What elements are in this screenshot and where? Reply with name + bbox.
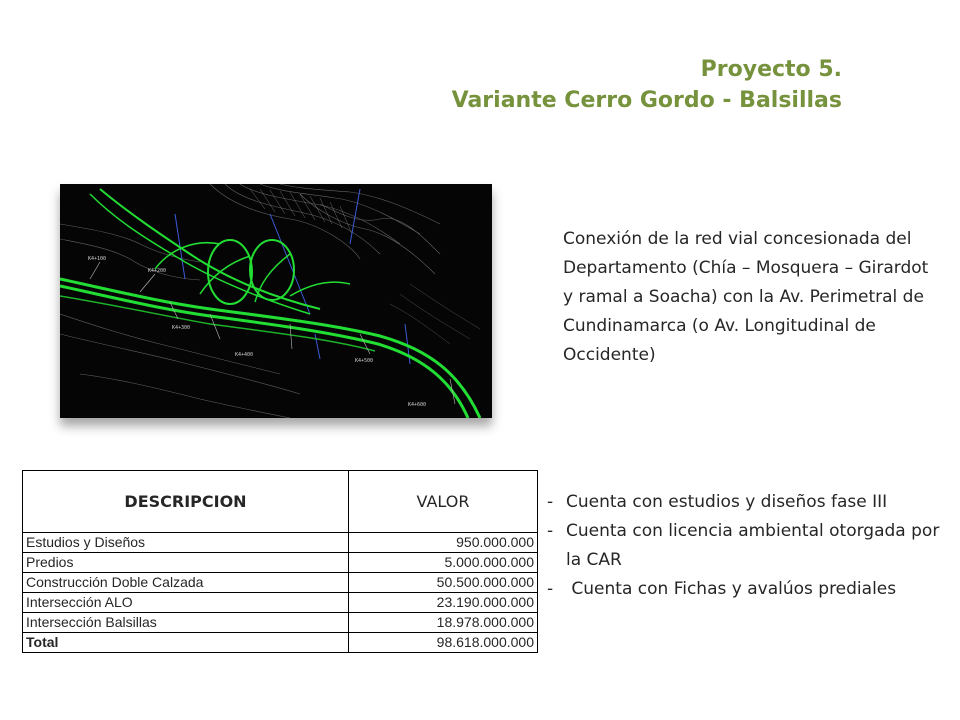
list-item-text: Cuenta con Fichas y avalúos prediales [566,579,897,599]
total-value: 98.618.000.000 [349,633,538,653]
station-label: K4+400 [235,352,254,358]
column-header-description: DESCRIPCION [23,471,349,533]
row-value: 50.500.000.000 [349,573,538,593]
station-label: K4+200 [148,268,167,274]
station-label: K4+100 [88,256,107,262]
table-header-row [23,471,538,533]
title-line-2: Variante Cerro Gordo - Balsillas [451,88,842,113]
cad-drawing-svg [60,184,492,418]
list-item-text: Cuenta con estudios y diseños fase III [566,492,888,512]
right-slope [390,284,480,344]
table-row [23,593,538,613]
title-line-1: Proyecto 5. [700,57,842,82]
row-value: 18.978.000.000 [349,613,538,633]
list-item-text: Cuenta con licencia ambiental otorgada por la CAR [566,521,940,570]
list-item [547,488,947,517]
row-description: Construcción Doble Calzada [23,573,349,593]
row-description: Intersección ALO [23,593,349,613]
slope-hatching [250,189,352,234]
list-item [547,517,947,575]
table-row [23,613,538,633]
row-value: 5.000.000.000 [349,553,538,573]
row-value: 23.190.000.000 [349,593,538,613]
road-alignment [60,189,480,418]
table-row [23,533,538,553]
station-label: K4+300 [172,325,191,331]
total-label: Total [23,633,349,653]
cost-table [22,470,538,653]
table-row [23,553,538,573]
status-bullet-list [547,488,947,604]
column-header-value: VALOR [349,471,538,533]
row-value: 950.000.000 [349,533,538,553]
station-labels [88,256,426,408]
dash-bullet-icon: - [547,579,554,599]
station-label: K4+600 [408,402,427,408]
road-interchange-cad-drawing [60,184,492,418]
page-title [452,54,842,116]
reference-lines [175,189,410,364]
list-item [547,575,947,604]
station-label: K4+500 [355,358,374,364]
row-description: Intersección Balsillas [23,613,349,633]
table-row [23,573,538,593]
project-description: Conexión de la red vial concesionada del Departamento (Chía – Mosquera – Girardot y ramal a Soacha) con la Av. Perimetral de Cundinamarca (o Av. Longitudinal de Occidente) [563,229,929,365]
row-description: Estudios y Diseños [23,533,349,553]
terrain-contours [60,184,440,418]
row-description: Predios [23,553,349,573]
dash-bullet-icon: - [547,492,554,512]
dash-bullet-icon: - [547,521,554,541]
table-total-row [23,633,538,653]
